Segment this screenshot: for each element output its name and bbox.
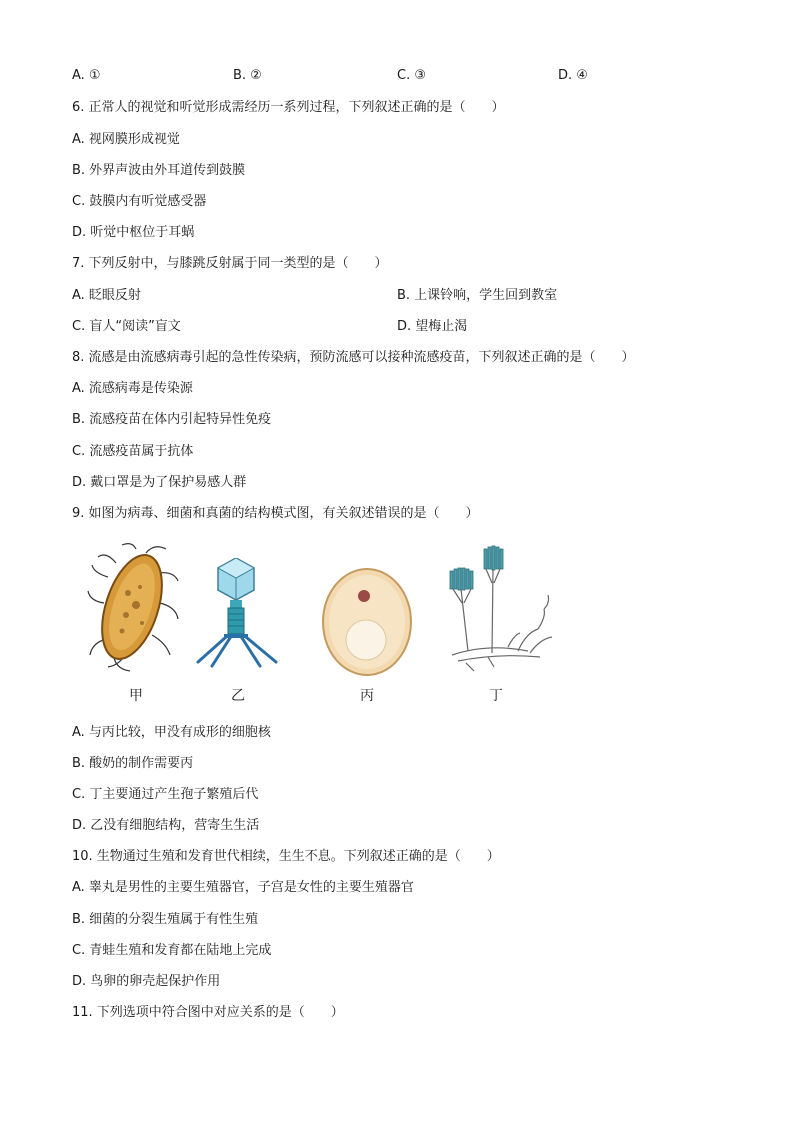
q10-option-b: B. 细菌的分裂生殖属于有性生殖 bbox=[72, 912, 259, 927]
q7-option-a: A. 眨眼反射 bbox=[72, 288, 141, 303]
q7-option-d: D. 望梅止渴 bbox=[397, 319, 468, 334]
q6-option-b: B. 外界声波由外耳道传到鼓膜 bbox=[72, 163, 246, 178]
q5-option-b: B. ② bbox=[233, 68, 262, 83]
figure-label-bing: 丙 bbox=[360, 688, 374, 704]
q5-option-d: D. ④ bbox=[558, 68, 588, 83]
q7-stem: 7. 下列反射中，与膝跳反射属于同一类型的是（ ） bbox=[72, 256, 388, 271]
q5-option-a: A. ① bbox=[72, 68, 101, 83]
q6-option-c: C. 鼓膜内有听觉感受器 bbox=[72, 194, 207, 209]
yeast-figure bbox=[320, 566, 414, 678]
q8-option-b: B. 流感疫苗在体内引起特异性免疫 bbox=[72, 412, 272, 427]
q10-option-c: C. 青蛙生殖和发育都在陆地上完成 bbox=[72, 943, 272, 958]
q10-option-d: D. 鸟卵的卵壳起保护作用 bbox=[72, 974, 221, 989]
q9-option-b: B. 酸奶的制作需要丙 bbox=[72, 756, 194, 771]
virus-figure bbox=[192, 558, 282, 668]
figure-label-jia: 甲 bbox=[129, 688, 143, 704]
q7-option-c: C. 盲人“阅读”盲文 bbox=[72, 319, 181, 334]
q5-option-c: C. ③ bbox=[397, 68, 426, 83]
q8-option-c: C. 流感疫苗属于抗体 bbox=[72, 444, 194, 459]
q6-option-a: A. 视网膜形成视觉 bbox=[72, 132, 180, 147]
q9-option-d: D. 乙没有细胞结构，营寄生生活 bbox=[72, 818, 260, 833]
bacterium-figure bbox=[86, 543, 182, 673]
q8-option-a: A. 流感病毒是传染源 bbox=[72, 381, 193, 396]
q11-stem: 11. 下列选项中符合图中对应关系的是（ ） bbox=[72, 1005, 344, 1020]
mold-figure bbox=[448, 543, 558, 675]
q9-option-a: A. 与丙比较，甲没有成形的细胞核 bbox=[72, 725, 271, 740]
q7-option-b: B. 上课铃响，学生回到教室 bbox=[397, 288, 558, 303]
q6-stem: 6. 正常人的视觉和听觉形成需经历一系列过程，下列叙述正确的是（ ） bbox=[72, 100, 505, 115]
figure-label-ding: 丁 bbox=[489, 688, 503, 704]
q8-stem: 8. 流感是由流感病毒引起的急性传染病，预防流感可以接种流感疫苗，下列叙述正确的是（ ） bbox=[72, 350, 635, 365]
q9-option-c: C. 丁主要通过产生孢子繁殖后代 bbox=[72, 787, 259, 802]
q10-option-a: A. 睾丸是男性的主要生殖器官，子宫是女性的主要生殖器官 bbox=[72, 880, 414, 895]
q6-option-d: D. 听觉中枢位于耳蜗 bbox=[72, 225, 195, 240]
q8-option-d: D. 戴口罩是为了保护易感人群 bbox=[72, 475, 247, 490]
figure-label-yi: 乙 bbox=[231, 688, 245, 704]
q9-stem: 9. 如图为病毒、细菌和真菌的结构模式图，有关叙述错误的是（ ） bbox=[72, 506, 479, 521]
q10-stem: 10. 生物通过生殖和发育世代相续，生生不息。下列叙述正确的是（ ） bbox=[72, 849, 500, 864]
